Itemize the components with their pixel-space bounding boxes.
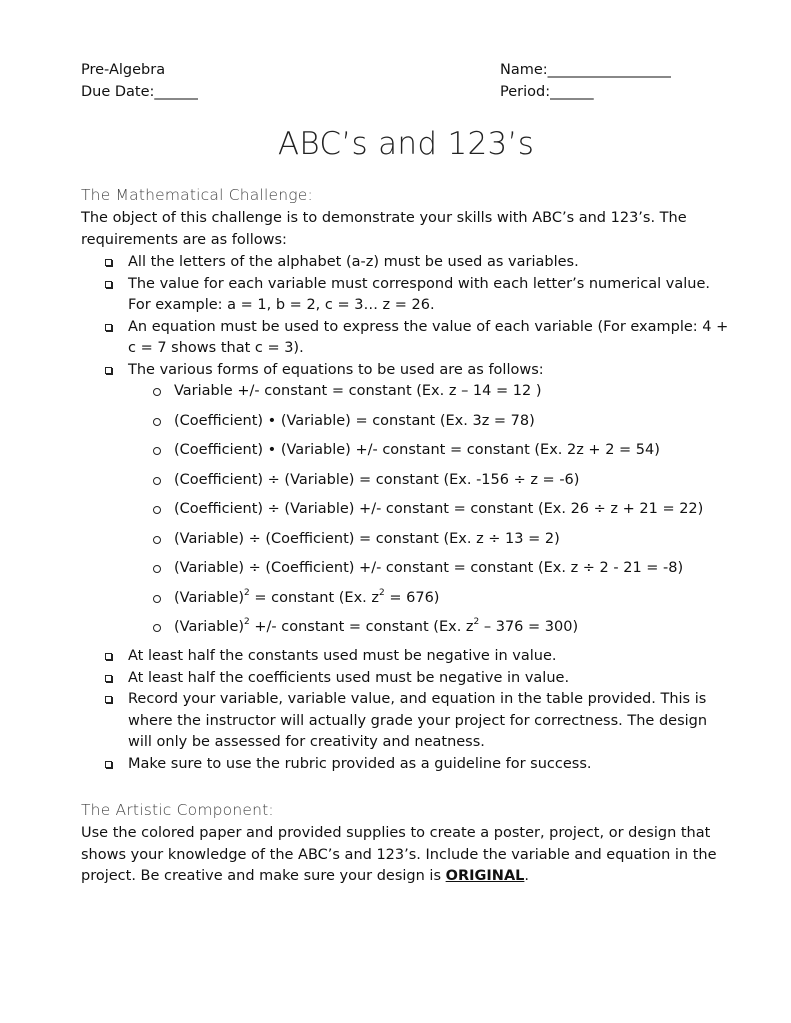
square-bullet-icon: [105, 653, 112, 660]
header-right: [500, 59, 671, 103]
list-item: (Coefficient) ÷ (Variable) = constant (Ex. -156 ÷ z = -6): [151, 470, 751, 500]
due-date-field: Due Date:______: [81, 84, 198, 100]
list-item: All the letters of the alphabet (a-z) must be used as variables.: [104, 252, 729, 274]
equation-forms-list: [151, 381, 751, 647]
square-bullet-icon: [105, 281, 112, 288]
square-bullet-icon: [105, 761, 112, 768]
circle-bullet-icon: [153, 595, 161, 603]
list-item: (Variable) ÷ (Coefficient) +/- constant = constant (Ex. z ÷ 2 - 21 = -8): [151, 558, 751, 588]
circle-bullet-icon: [153, 506, 161, 514]
name-field: Name:_________________: [500, 62, 671, 78]
square-bullet-icon: [105, 367, 112, 374]
square-bullet-icon: [105, 696, 112, 703]
artistic-heading: The Artistic Component:: [81, 801, 274, 819]
list-item: The value for each variable must correspond with each letter’s numerical value. For example: a = 1, b = 2, c = 3… z = 26.: [104, 274, 729, 317]
page-title: ABC’s and 123’s: [277, 126, 535, 162]
list-item: Make sure to use the rubric provided as a guideline for success.: [104, 754, 729, 776]
original-emphasis: ORIGINAL: [445, 868, 525, 884]
list-item: At least half the coefficients used must be negative in value.: [104, 668, 729, 690]
list-item: (Variable)$^2$ = constant (Ex. $z^2 = 676$): [151, 588, 751, 618]
list-item: (Coefficient) • (Variable) = constant (Ex. 3z = 78): [151, 411, 751, 441]
list-item: (Variable) ÷ (Coefficient) = constant (Ex. z ÷ 13 = 2): [151, 529, 751, 559]
circle-bullet-icon: [153, 536, 161, 544]
circle-bullet-icon: [153, 388, 161, 396]
list-item: An equation must be used to express the value of each variable (For example: 4 + c = 7 shows that c = 3).: [104, 317, 729, 360]
square-bullet-icon: [105, 259, 112, 266]
circle-bullet-icon: [153, 565, 161, 573]
circle-bullet-icon: [153, 418, 161, 426]
requirements-list-top: [104, 252, 729, 381]
list-item: The various forms of equations to be used are as follows:: [104, 360, 729, 382]
list-item: Record your variable, variable value, and equation in the table provided. This is where the instructor will actually grade your project for correctness. The design will only be assessed for creativity and neatness.: [104, 689, 729, 754]
list-item: At least half the constants used must be negative in value.: [104, 646, 729, 668]
artistic-text: Use the colored paper and provided supplies to create a poster, project, or design that shows your knowledge of the ABC’s and 123’s. Include the variable and equation in the project. Be creative and make sure your design is ORIGINAL.: [81, 825, 717, 884]
header-left: [81, 59, 198, 103]
period-field: Period:______: [500, 84, 594, 100]
list-item: (Coefficient) • (Variable) +/- constant = constant (Ex. 2z + 2 = 54): [151, 440, 751, 470]
circle-bullet-icon: [153, 624, 161, 632]
challenge-intro: The object of this challenge is to demonstrate your skills with ABC’s and 123’s. The requirements are as follows:: [81, 210, 687, 248]
list-item: (Coefficient) ÷ (Variable) +/- constant = constant (Ex. 26 ÷ z + 21 = 22): [151, 499, 751, 529]
challenge-heading: The Mathematical Challenge:: [81, 186, 313, 204]
circle-bullet-icon: [153, 477, 161, 485]
list-item: (Variable)$^2$ +/- constant = constant (Ex. $z^2 - 376 = 300$): [151, 617, 751, 647]
requirements-list-bottom: [104, 646, 729, 775]
course-label: Pre-Algebra: [81, 62, 166, 78]
circle-bullet-icon: [153, 447, 161, 455]
list-item: Variable +/- constant = constant (Ex. z – 14 = 12 ): [151, 381, 751, 411]
square-bullet-icon: [105, 324, 112, 331]
square-bullet-icon: [105, 675, 112, 682]
